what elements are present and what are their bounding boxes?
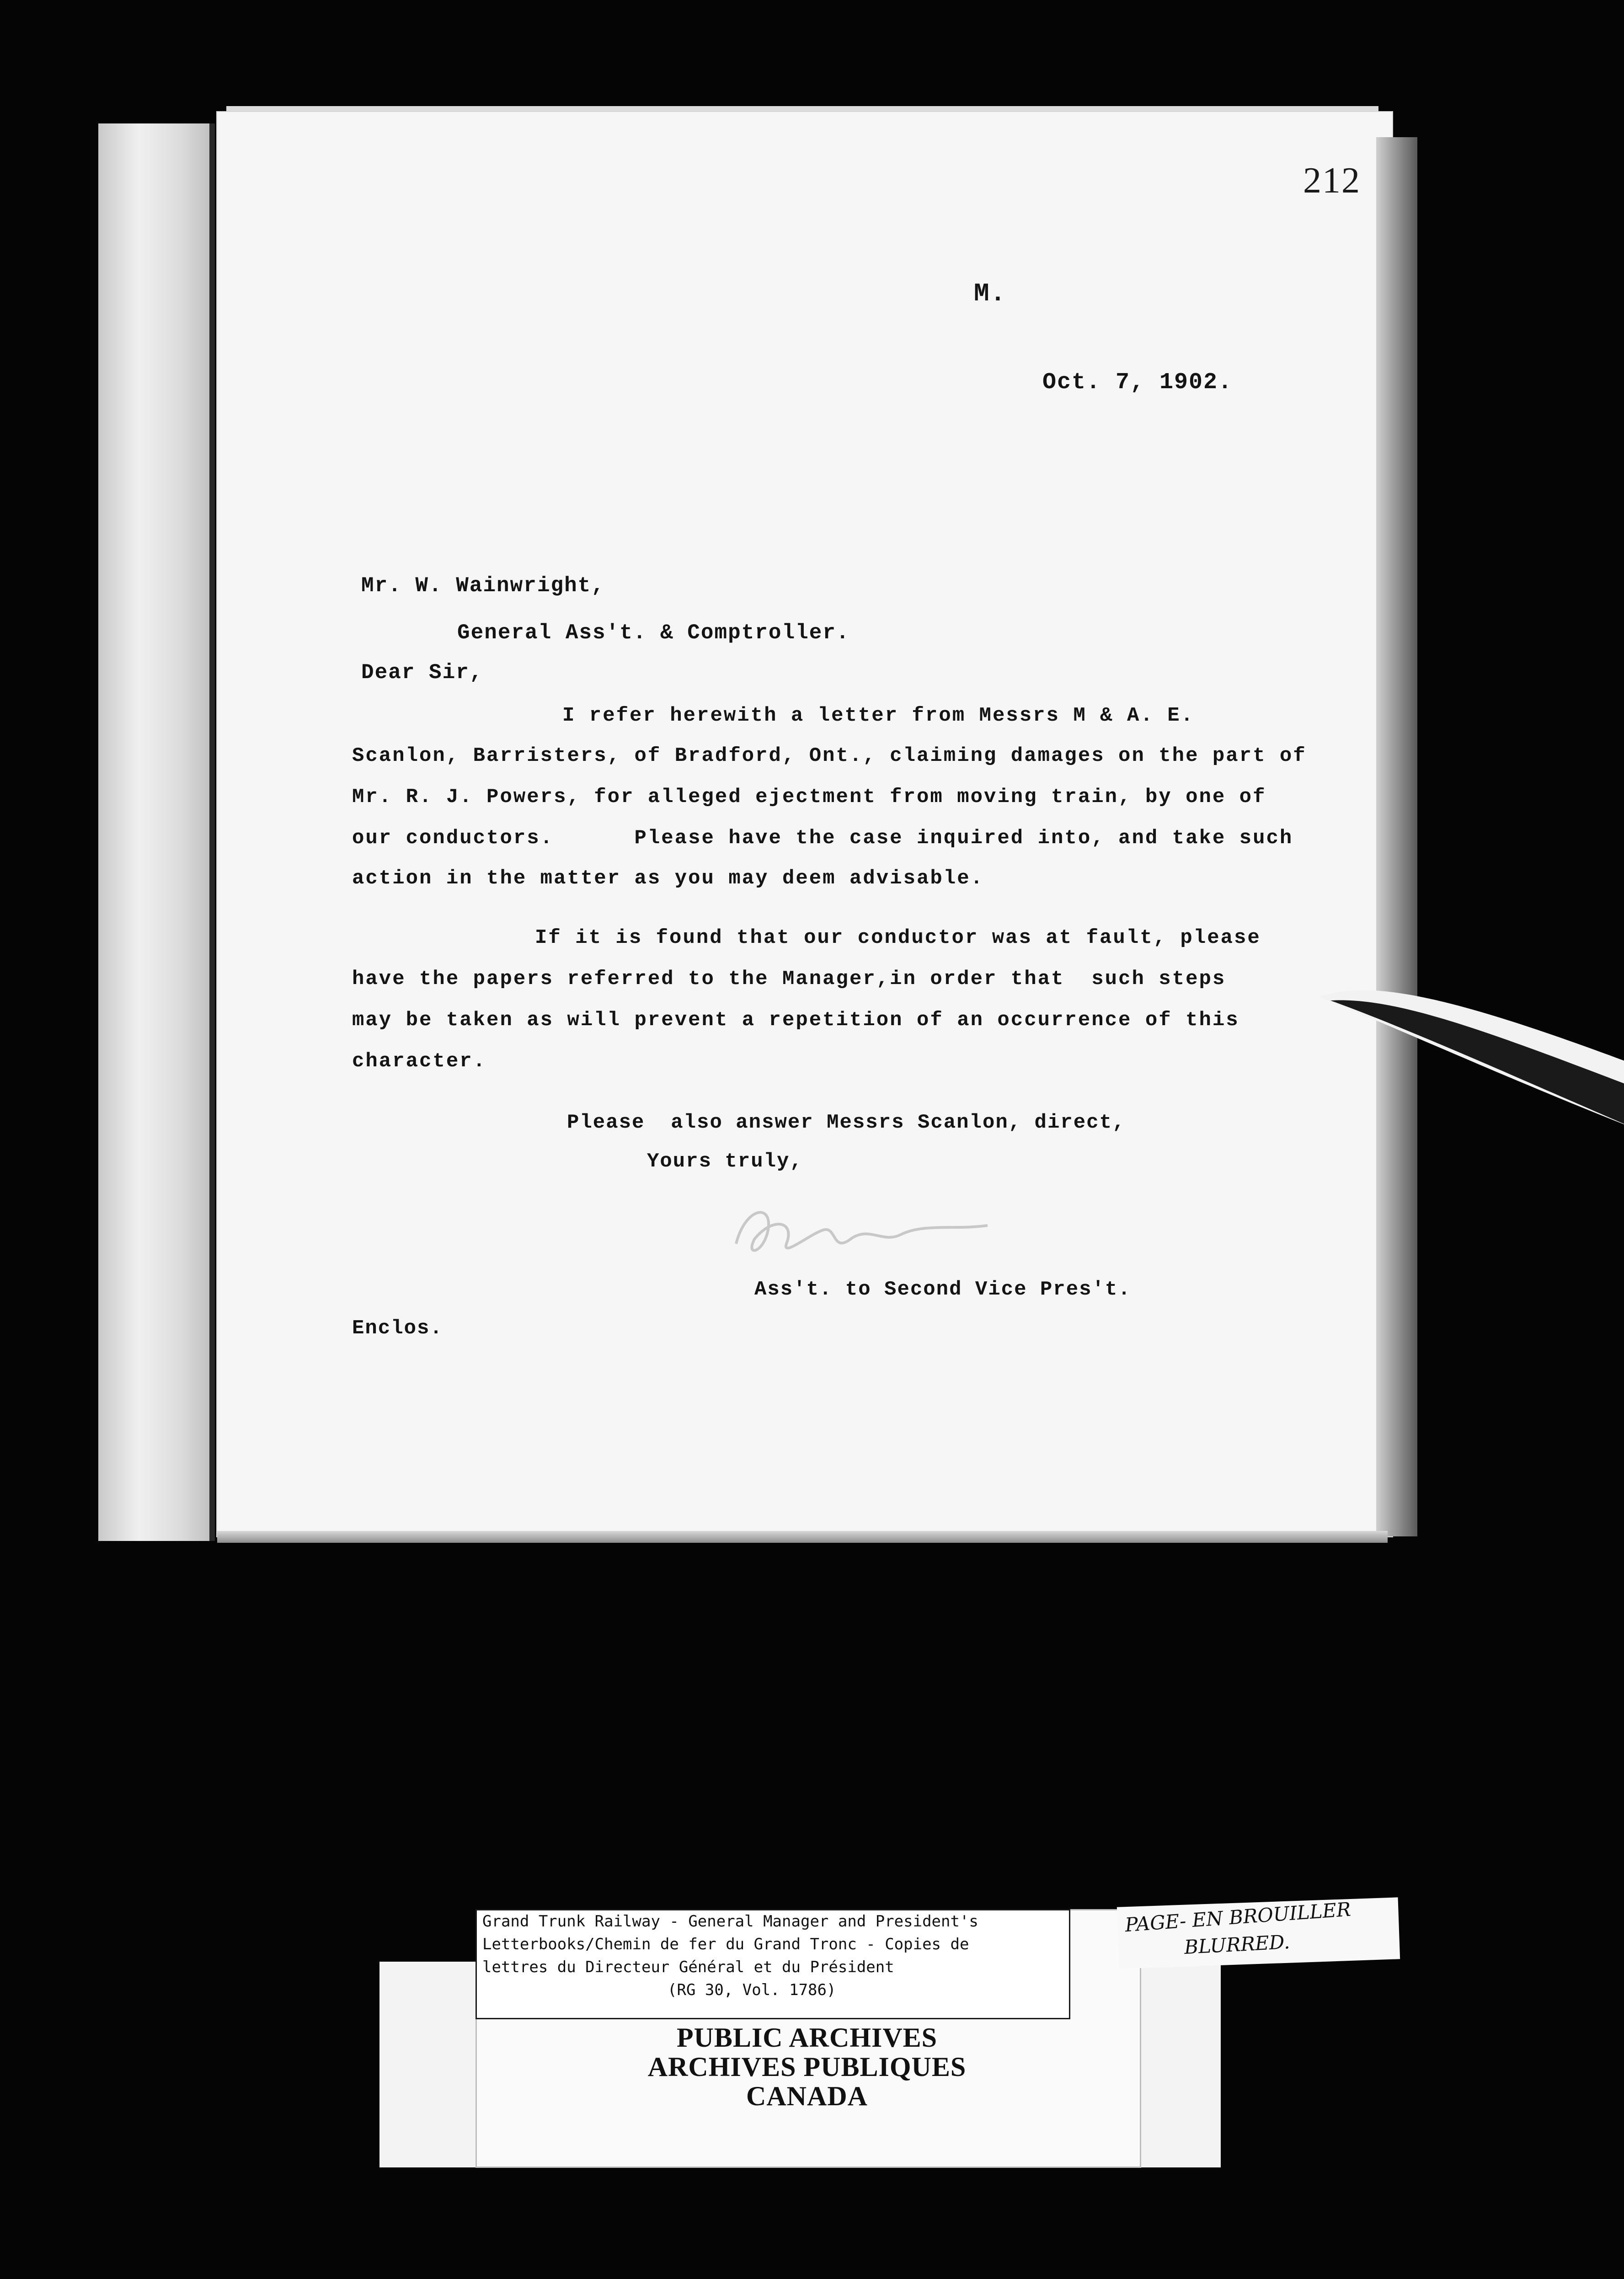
collection-description-line: Letterbooks/Chemin de fer du Grand Tronc - Copies de: [482, 1935, 969, 1953]
faded-signature: [718, 1189, 1001, 1267]
body-line: If it is found that our conductor was at fault, please: [535, 926, 1261, 949]
body-line: our conductors. Please have the case inquired into, and take such: [352, 827, 1293, 850]
page-right-curl: [1376, 137, 1417, 1536]
underlying-page-edge: [98, 123, 215, 1541]
body-line: may be taken as will prevent a repetition of an occurrence of this: [352, 1009, 1239, 1032]
valediction: Yours truly,: [647, 1150, 803, 1173]
collection-description-line: lettres du Directeur Général et du Président: [482, 1958, 894, 1976]
pen-pointer: [1317, 979, 1624, 1129]
page-bottom-edge: [217, 1531, 1388, 1543]
recipient-name: Mr. W. Wainwright,: [361, 574, 605, 598]
handwritten-note-line: BLURRED.: [1183, 1930, 1291, 1959]
archives-country: CANADA: [746, 2081, 868, 2111]
signature-title: Ass't. to Second Vice Pres't.: [754, 1278, 1131, 1301]
page-number: 212: [1303, 160, 1361, 201]
collection-description-line: Grand Trunk Railway - General Manager and President's: [482, 1912, 978, 1931]
recipient-title: General Ass't. & Comptroller.: [457, 621, 850, 645]
body-line: action in the matter as you may deem advisable.: [352, 867, 984, 890]
body-line: I refer herewith a letter from Messrs M & A. E.: [562, 704, 1195, 727]
archives-name-en: PUBLIC ARCHIVES: [676, 2022, 938, 2053]
body-line: character.: [352, 1050, 487, 1073]
body-line: Mr. R. J. Powers, for alleged ejectment from moving train, by one of: [352, 786, 1266, 808]
letter-date: Oct. 7, 1902.: [1042, 369, 1233, 396]
body-line: Scanlon, Barristers, of Bradford, Ont., claiming damages on the part of: [352, 744, 1307, 767]
file-mark: M.: [974, 279, 1007, 308]
archives-name-fr: ARCHIVES PUBLIQUES: [647, 2052, 967, 2082]
enclosure-note: Enclos.: [352, 1317, 443, 1340]
closing-line: Please also answer Messrs Scanlon, direct,: [567, 1111, 1126, 1134]
page-top-edge: [226, 106, 1378, 112]
collection-reference: (RG 30, Vol. 1786): [668, 1981, 836, 1999]
handwritten-note-line: PAGE- EN BROUILLER: [1124, 1898, 1352, 1937]
salutation: Dear Sir,: [361, 661, 483, 685]
body-line: have the papers referred to the Manager,in order that such steps: [352, 968, 1226, 990]
